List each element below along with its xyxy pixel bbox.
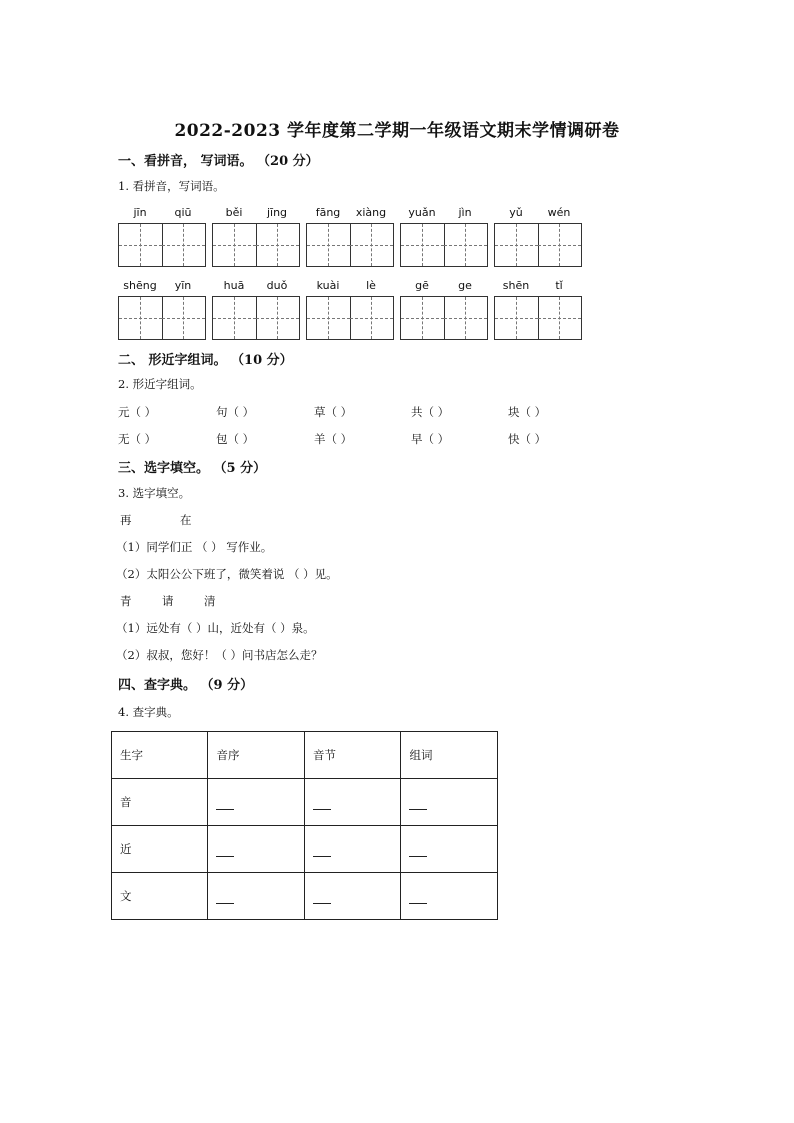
table-header-row <box>112 732 498 779</box>
writing-grid[interactable] <box>400 223 488 267</box>
pinyin-label: kuài <box>316 279 340 292</box>
writing-grid[interactable] <box>118 223 206 267</box>
pinyin-label: xiàng <box>355 206 387 219</box>
similar-char-item[interactable]: 无（ ） <box>118 432 157 446</box>
writing-grid[interactable] <box>494 296 582 340</box>
fill-sentence-3[interactable]: （1）远处有（ ）山，近处有（ ）泉。 <box>116 621 315 635</box>
section-1-heading: 一、看拼音， 写词语。 （20 分） <box>118 154 319 169</box>
fill-sentence-4[interactable]: （2）叔叔，您好！（ ）问书店怎么走？ <box>116 648 323 662</box>
pinyin-label: huā <box>223 279 245 292</box>
pinyin-label: ge <box>458 279 472 292</box>
pinyin-label: shēng <box>123 279 157 292</box>
table-cell-char: 音 <box>112 779 208 826</box>
similar-char-item[interactable]: 共（ ） <box>411 405 450 419</box>
pinyin-label: shēn <box>502 279 530 292</box>
table-header: 生字 <box>112 732 208 779</box>
writing-grid[interactable] <box>306 296 394 340</box>
answer-blank[interactable] <box>208 826 305 873</box>
question-3-prompt: 3. 选字填空。 <box>118 486 191 500</box>
answer-blank[interactable] <box>401 779 498 826</box>
table-header: 组词 <box>401 732 498 779</box>
pinyin-label: lè <box>366 279 376 292</box>
table-header: 音节 <box>304 732 401 779</box>
section-2-heading: 二、 形近字组词。 （10 分） <box>118 353 293 368</box>
question-4-prompt: 4. 查字典。 <box>118 705 179 719</box>
pinyin-label: fāng <box>315 206 341 219</box>
answer-blank[interactable] <box>304 779 401 826</box>
writing-grid[interactable] <box>306 223 394 267</box>
fill-sentence-1[interactable]: （1）同学们正 （ ） 写作业。 <box>116 540 273 554</box>
pinyin-label: qiū <box>174 206 192 219</box>
similar-char-item[interactable]: 羊（ ） <box>314 432 353 446</box>
pinyin-label: jìn <box>458 206 472 219</box>
writing-grid[interactable] <box>212 296 300 340</box>
similar-char-item[interactable]: 元（ ） <box>118 405 157 419</box>
table-cell-char: 近 <box>112 826 208 873</box>
answer-blank[interactable] <box>304 873 401 920</box>
pinyin-label: yuǎn <box>408 206 436 219</box>
table-header: 音序 <box>208 732 305 779</box>
writing-grid[interactable] <box>400 296 488 340</box>
pinyin-label: yīn <box>174 279 192 292</box>
answer-blank[interactable] <box>208 873 305 920</box>
choice-char: 青 <box>120 594 132 608</box>
writing-grid[interactable] <box>494 223 582 267</box>
page-title: 2022-2023 学年度第二学期一年级语文期末学情调研卷 <box>174 121 620 141</box>
choice-char: 请 <box>162 594 174 608</box>
pinyin-label: duǒ <box>266 279 288 292</box>
pinyin-label: gē <box>415 279 429 292</box>
table-row <box>112 873 498 920</box>
pinyin-label: tǐ <box>555 279 563 292</box>
answer-blank[interactable] <box>208 779 305 826</box>
similar-char-item[interactable]: 句（ ） <box>216 405 255 419</box>
dictionary-table <box>111 731 498 920</box>
similar-char-item[interactable]: 包（ ） <box>216 432 255 446</box>
section-3-heading: 三、选字填空。 （5 分） <box>118 461 267 476</box>
section-4-heading: 四、查字典。 （9 分） <box>118 678 254 693</box>
similar-char-item[interactable]: 早（ ） <box>411 432 450 446</box>
table-row <box>112 779 498 826</box>
fill-sentence-2[interactable]: （2）太阳公公下班了，微笑着说 （ ）见。 <box>116 567 338 581</box>
table-row <box>112 826 498 873</box>
table-cell-char: 文 <box>112 873 208 920</box>
pinyin-label: jīng <box>266 206 288 219</box>
pinyin-label: yǔ <box>509 206 523 219</box>
pinyin-label: běi <box>225 206 243 219</box>
pinyin-label: jīn <box>133 206 147 219</box>
answer-blank[interactable] <box>401 873 498 920</box>
writing-grid[interactable] <box>118 296 206 340</box>
choice-char: 在 <box>180 513 192 527</box>
similar-char-item[interactable]: 快（ ） <box>508 432 547 446</box>
similar-char-item[interactable]: 块（ ） <box>508 405 547 419</box>
choice-char: 清 <box>204 594 216 608</box>
pinyin-label: wén <box>547 206 571 219</box>
answer-blank[interactable] <box>401 826 498 873</box>
writing-grid[interactable] <box>212 223 300 267</box>
question-2-prompt: 2. 形近字组词。 <box>118 377 202 391</box>
answer-blank[interactable] <box>304 826 401 873</box>
similar-char-item[interactable]: 草（ ） <box>314 405 353 419</box>
question-1-prompt: 1. 看拼音，写词语。 <box>118 179 225 193</box>
choice-char: 再 <box>120 513 132 527</box>
